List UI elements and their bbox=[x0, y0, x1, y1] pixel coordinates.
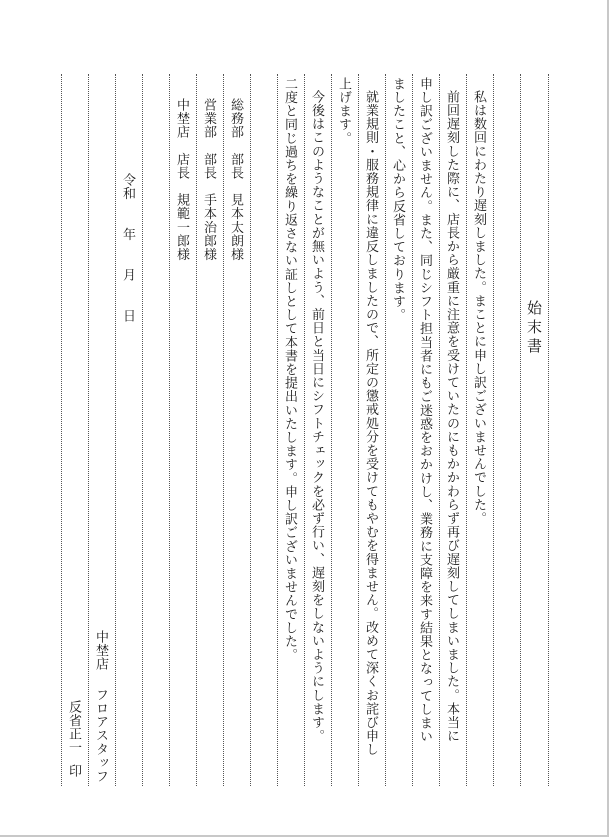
body-line: 今後はこのようなことが無いよう、前日と当日にシフトチェックを必ず行い、遅刻をしないようにします。 bbox=[309, 90, 324, 743]
ruled-line bbox=[115, 74, 116, 786]
ruled-line bbox=[277, 74, 278, 786]
body-line: 就業規則・服務規律に違反しましたので、所定の懲戒処分を受けてもやむを得ません。改めて深くお詫び申し bbox=[363, 90, 378, 757]
addressee: 営業部 部長 手本治郎様 bbox=[201, 98, 216, 262]
ruled-line bbox=[169, 74, 170, 786]
body-line: 申し訳ございません。また、同じシフト担当者にもご迷惑をおかけし、業務に支障を来す結果となってしまい bbox=[417, 77, 432, 744]
date-line: 令和 年 月 日 bbox=[120, 173, 135, 323]
addressee: 総務部 部長 見本太朗様 bbox=[228, 98, 243, 262]
ruled-line bbox=[88, 74, 89, 786]
ruled-line bbox=[196, 74, 197, 786]
ruled-line bbox=[358, 74, 359, 786]
body-line: 私は数回にわたり遅刻しました。まことに申し訳ございませんでした。 bbox=[471, 90, 486, 526]
ruled-line bbox=[520, 74, 521, 786]
ruled-line bbox=[331, 74, 332, 786]
ruled-line bbox=[385, 74, 386, 786]
ruled-line bbox=[61, 74, 62, 786]
addressee: 中埜店 店長 規範一郎様 bbox=[174, 98, 189, 262]
sender-role: フロアスタッフ bbox=[93, 688, 108, 784]
document-title: 始末書 bbox=[525, 300, 543, 357]
body-line: 二度と同じ過ちを繰り返さない証しとして本書を提出いたします。申し訳ございませんでした。 bbox=[282, 77, 297, 662]
ruled-line bbox=[223, 74, 224, 786]
ruled-line bbox=[142, 74, 143, 786]
body-line: 前回遅刻した際に、店長から厳重に注意を受けていたのにもかかわらず再び遅刻してしまいました。本当に bbox=[444, 90, 459, 743]
sender-store: 中埜店 bbox=[93, 630, 108, 671]
body-line: ましたこと、心から反省しております。 bbox=[390, 77, 405, 322]
ruled-line bbox=[304, 74, 305, 786]
body-line: 上げます。 bbox=[336, 77, 351, 145]
ruled-line bbox=[250, 74, 251, 786]
ruled-line bbox=[412, 74, 413, 786]
sender-name: 反省正一 bbox=[66, 700, 81, 755]
ruled-line bbox=[466, 74, 467, 786]
ruled-line bbox=[439, 74, 440, 786]
ruled-line bbox=[493, 74, 494, 786]
ruled-line bbox=[548, 74, 549, 786]
seal-mark: 印 bbox=[66, 764, 81, 778]
